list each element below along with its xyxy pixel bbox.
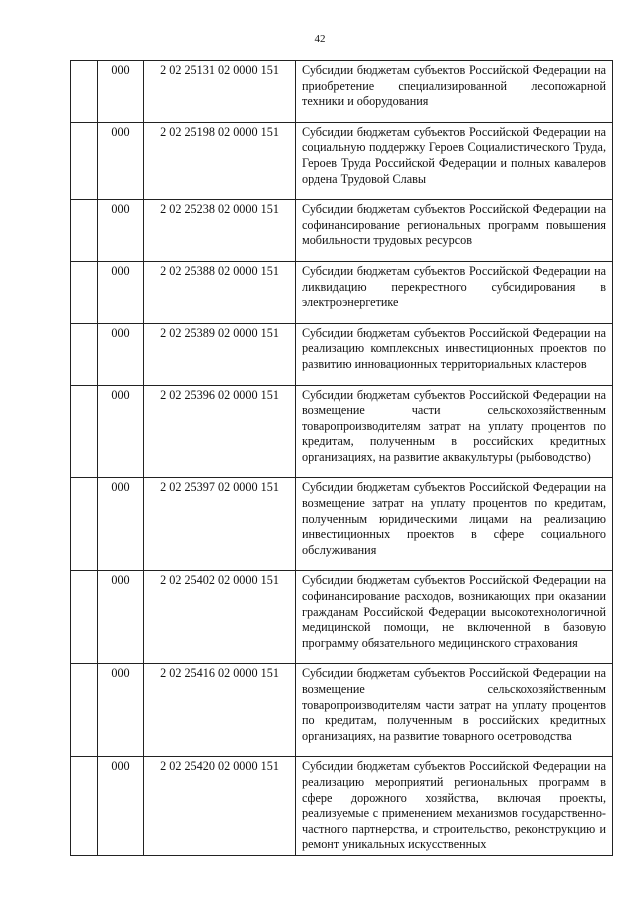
subsidy-name-cell: Субсидии бюджетам субъектов Российской Федерации на возмещение сельскохозяйственным товаропроизводителям части затрат на уплату процентов по кредитам, полученным в российских кредитных организациях, на развитие товарного осетроводства: [296, 664, 613, 757]
budget-code-cell: 2 02 25198 02 0000 151: [144, 122, 296, 199]
table-row: [71, 478, 613, 571]
budget-code-cell: 2 02 25402 02 0000 151: [144, 571, 296, 664]
subsidy-name-cell: Субсидии бюджетам субъектов Российской Федерации на приобретение специализированной лесопожарной техники и оборудования: [296, 61, 613, 123]
table-body: [71, 61, 613, 856]
table-row: [71, 261, 613, 323]
group-code-cell: 000: [98, 323, 144, 385]
table-row: [71, 61, 613, 123]
budget-code-cell: 2 02 25388 02 0000 151: [144, 261, 296, 323]
subsidy-name-cell: Субсидии бюджетам субъектов Российской Федерации на социальную поддержку Героев Социалистического Труда, Героев Труда Российской Федерации и полных кавалеров ордена Трудовой Славы: [296, 122, 613, 199]
group-code-cell: 000: [98, 478, 144, 571]
budget-code-cell: 2 02 25389 02 0000 151: [144, 323, 296, 385]
row-marker-cell: [71, 571, 98, 664]
table-row: [71, 664, 613, 757]
group-code-cell: 000: [98, 200, 144, 262]
budget-code-cell: 2 02 25420 02 0000 151: [144, 757, 296, 856]
budget-code-table: [70, 60, 613, 856]
row-marker-cell: [71, 757, 98, 856]
row-marker-cell: [71, 385, 98, 478]
group-code-cell: 000: [98, 385, 144, 478]
subsidy-name-cell: Субсидии бюджетам субъектов Российской Федерации на реализацию мероприятий региональных программ в сфере дорожного хозяйства, включая проекты, реализуемые с применением механизмов государственно-частного партнерства, и строительство, реконструкцию и ремонт уникальных искусственных: [296, 757, 613, 856]
table-row: [71, 200, 613, 262]
page-number: 42: [314, 33, 326, 45]
table-row: [71, 757, 613, 856]
subsidy-name-cell: Субсидии бюджетам субъектов Российской Федерации на ликвидацию перекрестного субсидирования в электроэнергетике: [296, 261, 613, 323]
table-row: [71, 571, 613, 664]
group-code-cell: 000: [98, 664, 144, 757]
subsidy-name-cell: Субсидии бюджетам субъектов Российской Федерации на софинансирование региональных программ повышения мобильности трудовых ресурсов: [296, 200, 613, 262]
row-marker-cell: [71, 664, 98, 757]
budget-code-cell: 2 02 25238 02 0000 151: [144, 200, 296, 262]
row-marker-cell: [71, 61, 98, 123]
subsidy-name-cell: Субсидии бюджетам субъектов Российской Федерации на возмещение части сельскохозяйственным товаропроизводителям затрат на уплату процентов по кредитам, полученным в российских кредитных организациях, на развитие аквакультуры (рыбоводство): [296, 385, 613, 478]
budget-code-cell: 2 02 25397 02 0000 151: [144, 478, 296, 571]
group-code-cell: 000: [98, 571, 144, 664]
row-marker-cell: [71, 261, 98, 323]
table-row: [71, 122, 613, 199]
table-row: [71, 385, 613, 478]
row-marker-cell: [71, 478, 98, 571]
row-marker-cell: [71, 200, 98, 262]
subsidy-name-cell: Субсидии бюджетам субъектов Российской Федерации на софинансирование расходов, возникающих при оказании гражданам Российской Федерации высокотехнологичной медицинской помощи, не включенной в базовую программу обязательного медицинского страхования: [296, 571, 613, 664]
group-code-cell: 000: [98, 261, 144, 323]
group-code-cell: 000: [98, 757, 144, 856]
row-marker-cell: [71, 323, 98, 385]
group-code-cell: 000: [98, 61, 144, 123]
budget-code-cell: 2 02 25396 02 0000 151: [144, 385, 296, 478]
budget-code-cell: 2 02 25416 02 0000 151: [144, 664, 296, 757]
subsidy-name-cell: Субсидии бюджетам субъектов Российской Федерации на возмещение затрат на уплату процентов по кредитам, полученным юридическими лицами на реализацию инвестиционных проектов в сфере социального обслуживания: [296, 478, 613, 571]
subsidy-name-cell: Субсидии бюджетам субъектов Российской Федерации на реализацию комплексных инвестиционных проектов по развитию инновационных территориальных кластеров: [296, 323, 613, 385]
budget-code-cell: 2 02 25131 02 0000 151: [144, 61, 296, 123]
table-row: [71, 323, 613, 385]
group-code-cell: 000: [98, 122, 144, 199]
row-marker-cell: [71, 122, 98, 199]
